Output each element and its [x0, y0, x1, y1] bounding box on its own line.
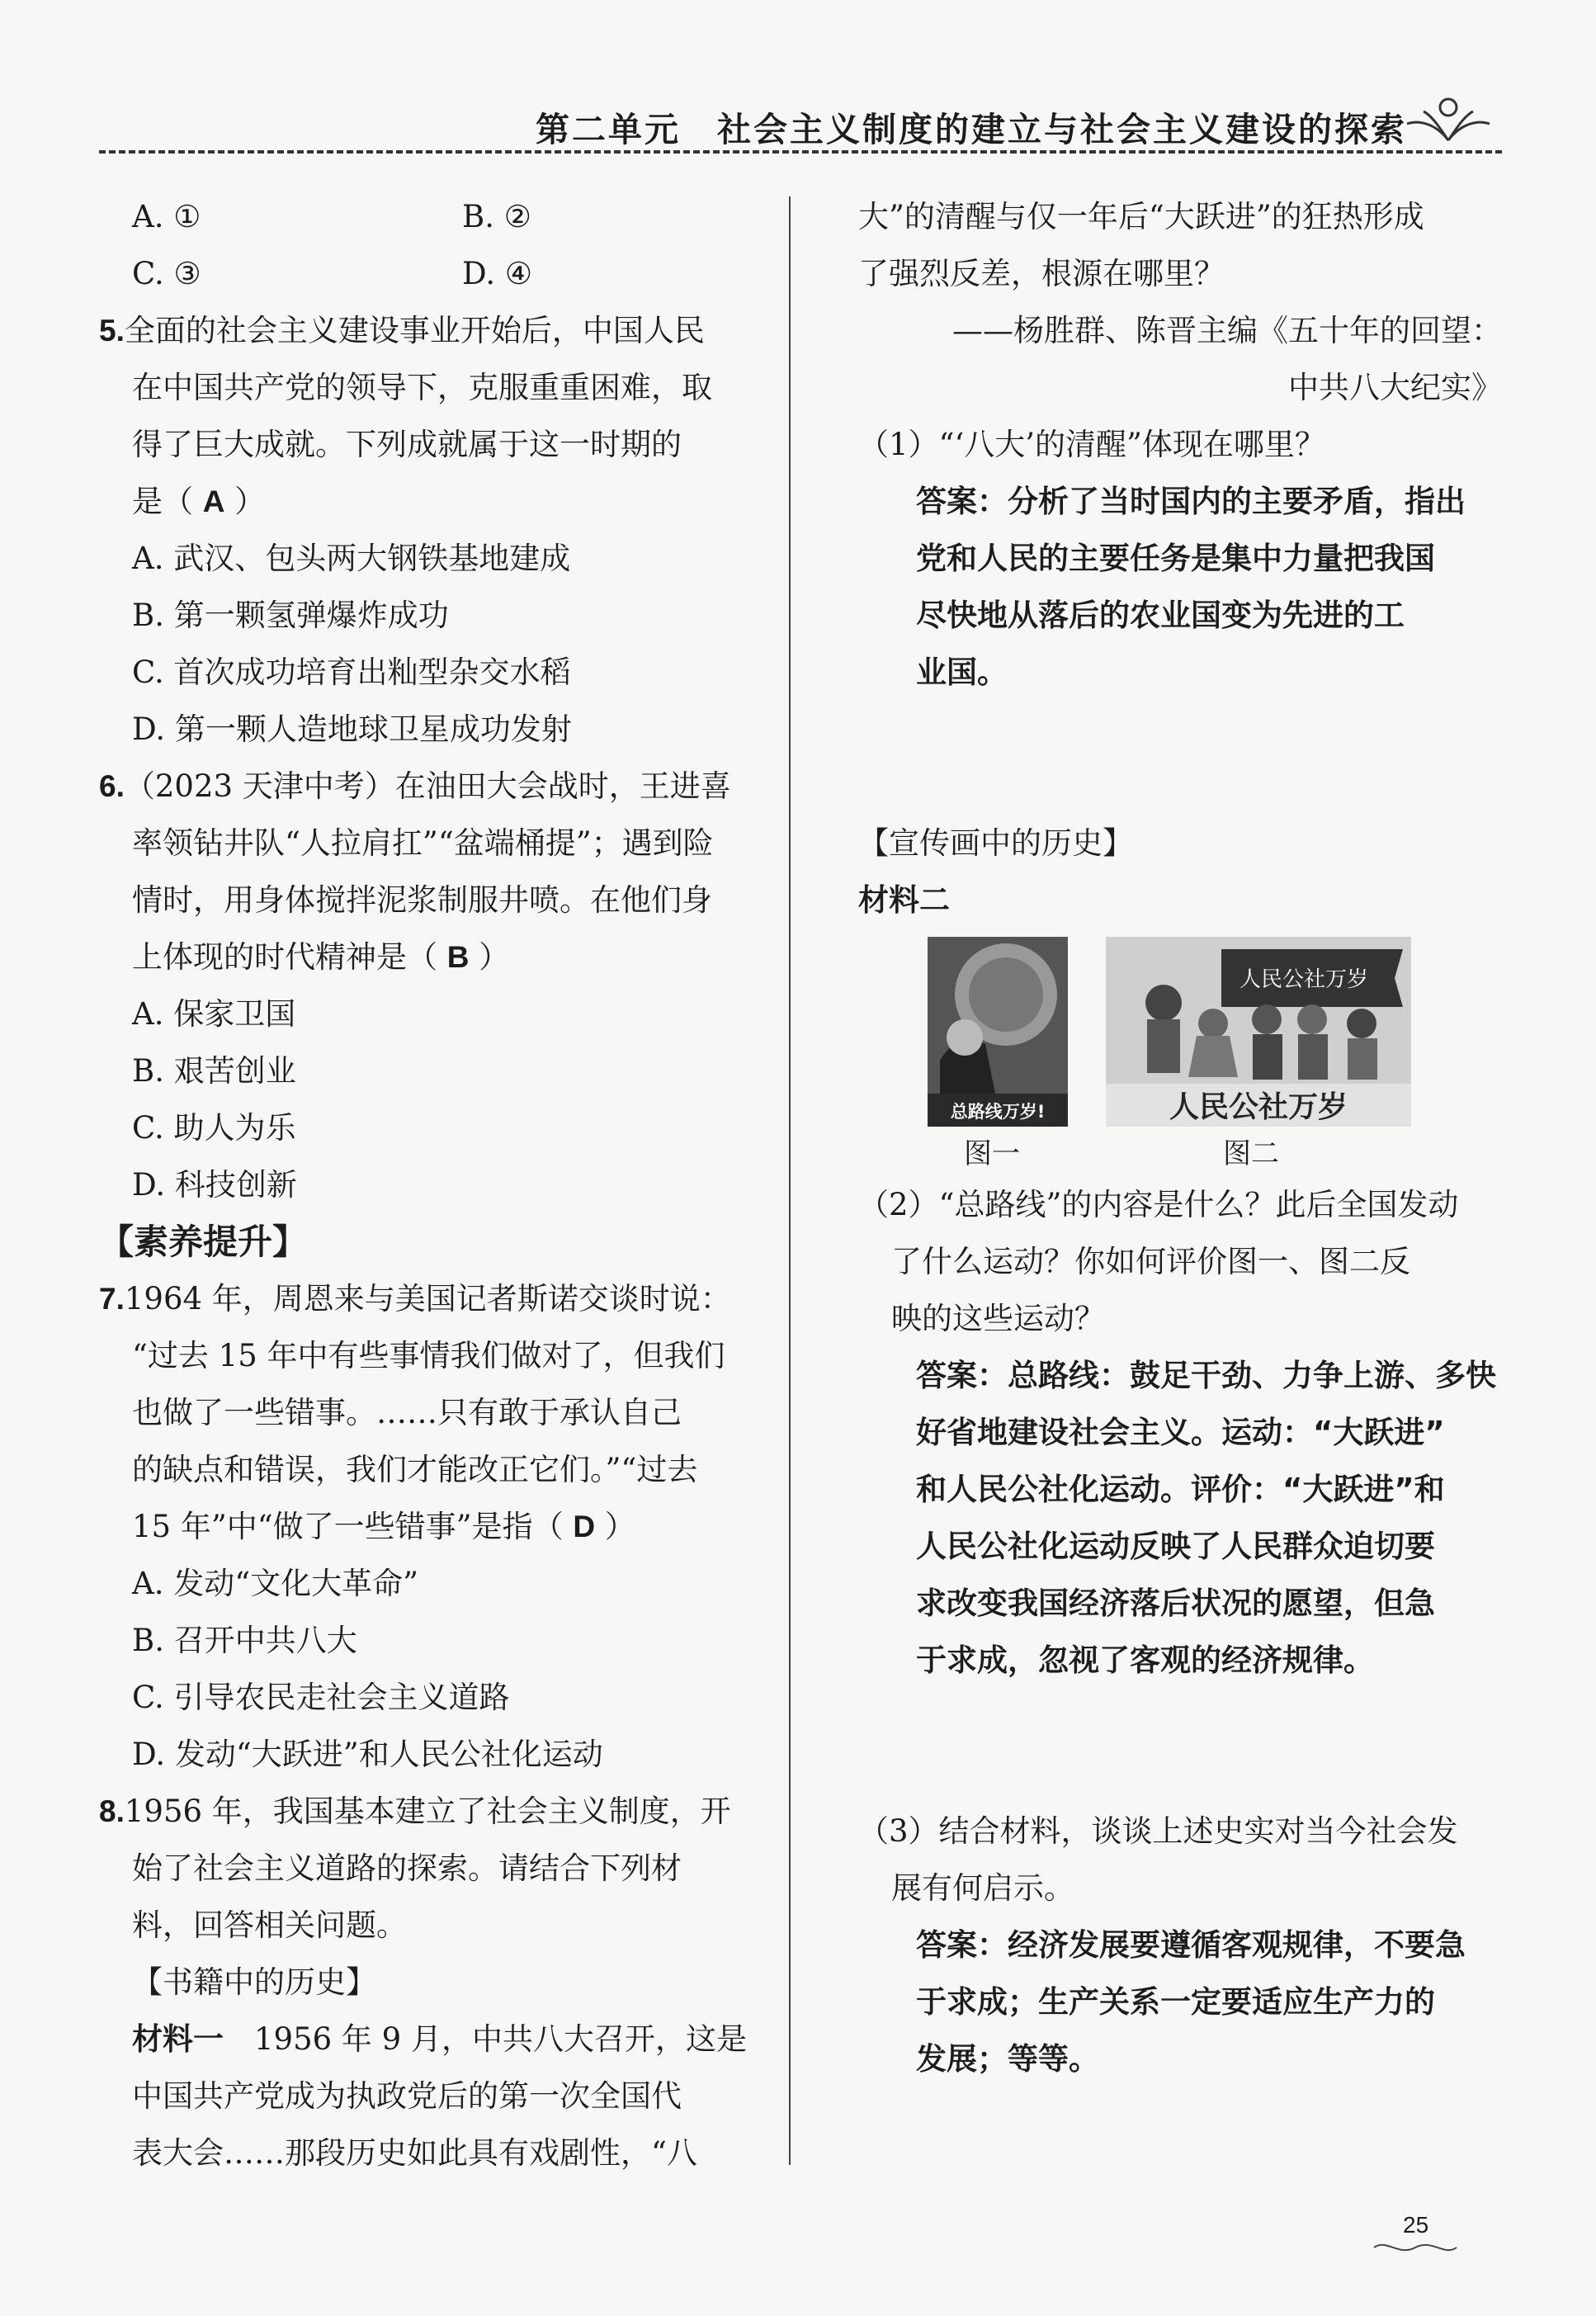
q5-option: B. 第一颗氢弹爆炸成功: [132, 598, 449, 633]
column-divider: [789, 196, 791, 2165]
q6-answer: B: [446, 940, 470, 974]
q5-line-4: [99, 473, 759, 530]
page-header: [99, 91, 1502, 157]
q6-text: （2023 天津中考）在油田大会战时，王进喜: [124, 768, 731, 804]
source-line-2: 中共八大纪实》: [1288, 370, 1502, 405]
q7-line-3: 也做了一些错事。……只有敢于承认自己: [132, 1395, 682, 1430]
q5-option: C. 首次成功培育出籼型杂交水稻: [132, 655, 571, 690]
q6-close: ）: [479, 939, 510, 975]
q6-line-1: [99, 758, 759, 815]
figure-1-caption: 图一: [964, 1137, 1020, 1170]
material1-line-2: 中国共产党成为执政党后的第一次全国代: [132, 2078, 682, 2114]
poster-figure-2: [1106, 937, 1411, 1127]
answer-1-line: 答案：分析了当时国内的主要矛盾，指出: [916, 484, 1466, 519]
q6-number: 6.: [99, 769, 125, 803]
source-line-1: ——杨胜群、陈晋主编《五十年的回望：: [952, 313, 1502, 348]
q7-line-1: [99, 1270, 759, 1327]
q6-option: C. 助人为乐: [132, 1110, 296, 1146]
material1-line-1: [99, 2011, 759, 2068]
q5-option: A. 武汉、包头两大钢铁基地建成: [132, 541, 571, 576]
spacer: [858, 1746, 1502, 1803]
q7-option: D. 发动“大跃进”和人民公社化运动: [132, 1737, 603, 1772]
spacer: [858, 758, 1502, 815]
material1-label: 材料一: [132, 2021, 224, 2057]
answer-3-line: 答案：经济发展要遵循客观规律，不要急: [916, 1927, 1466, 1963]
page-number: [1403, 2212, 1461, 2257]
book-history-heading: 【书籍中的历史】: [132, 1964, 376, 2000]
poster-figures: [858, 929, 1502, 1176]
section-heading: 【素养提升】: [99, 1222, 308, 1262]
question-2-line: 映的这些运动？: [891, 1301, 1105, 1336]
header-divider: [99, 150, 1502, 154]
answer-3-line: 发展；等等。: [916, 2041, 1099, 2077]
q8-number: 8.: [99, 1794, 125, 1828]
q4-options-row-1: [99, 188, 759, 245]
right-column: [858, 188, 1502, 2087]
question-3-line: 展有何启示。: [891, 1870, 1074, 1906]
q7-line-4: 的缺点和错误，我们才能改正它们。”“过去: [132, 1452, 698, 1487]
answer-2-line: 和人民公社化运动。评价：“大跃进”和: [916, 1472, 1445, 1507]
poster-2-text: 人民公社万岁: [1169, 1090, 1348, 1124]
q6-option: B. 艰苦创业: [132, 1053, 296, 1089]
q7-line-5: [99, 1498, 759, 1555]
material2-label: 材料二: [858, 882, 950, 918]
q4-option-c: C. ③: [132, 256, 201, 291]
page-number-text: 25: [1403, 2212, 1429, 2238]
q5-text: 全面的社会主义建设事业开始后，中国人民: [124, 313, 705, 348]
material1-text: 1956 年 9 月，中共八大召开，这是: [224, 2021, 747, 2057]
q6-line-3: 情时，用身体搅拌泥浆制服井喷。在他们身: [132, 882, 712, 918]
q6-line-4: [99, 929, 759, 985]
q7-option: A. 发动“文化大革命”: [132, 1566, 419, 1601]
q6-stem-end: 上体现的时代精神是（: [132, 939, 437, 975]
q4-options-row-2: [99, 245, 759, 302]
answer-1-line: 党和人民的主要任务是集中力量把我国: [916, 541, 1435, 576]
poster-1-text: 总路线万岁!: [950, 1102, 1046, 1122]
header-ornament-icon: [1403, 91, 1494, 153]
q5-line-1: [99, 302, 759, 359]
spacer: [858, 701, 1502, 758]
q8-line-1: [99, 1783, 759, 1840]
q4-option-a: A. ①: [132, 199, 201, 234]
q5-line-2: 在中国共产党的领导下，克服重重困难，取: [132, 370, 712, 405]
answer-2-line: 人民公社化运动反映了人民群众迫切要: [916, 1529, 1435, 1564]
question-3-line: （3）结合材料，谈谈上述史实对当今社会发: [858, 1813, 1458, 1849]
q7-answer: D: [573, 1510, 596, 1543]
q7-number: 7.: [99, 1282, 125, 1316]
left-column: [99, 188, 759, 2181]
answer-2-line: 好省地建设社会主义。运动：“大跃进”: [916, 1415, 1445, 1450]
material1-cont-2: 了强烈反差，根源在哪里？: [858, 256, 1225, 291]
page-ornament-icon: [1370, 2238, 1461, 2257]
q6-option: D. 科技创新: [132, 1167, 297, 1203]
answer-3-line: 于求成；生产关系一定要适应生产力的: [916, 1984, 1435, 2020]
q6-line-2: 率领钻井队“人拉肩扛”“盆端桶提”；遇到险: [132, 825, 714, 861]
poster-figure-1: [928, 937, 1068, 1127]
poster-history-heading: 【宣传画中的历史】: [858, 825, 1133, 861]
question-2-line: （2）“总路线”的内容是什么？此后全国发动: [858, 1187, 1459, 1222]
answer-1-line: 业国。: [916, 655, 1008, 690]
q7-line-2: “过去 15 年中有些事情我们做对了，但我们: [132, 1338, 725, 1373]
spacer: [858, 1689, 1502, 1746]
q7-option: B. 召开中共八大: [132, 1623, 357, 1658]
poster-2-banner: 人民公社万岁: [1239, 967, 1369, 992]
q5-number: 5.: [99, 314, 125, 347]
q4-option-d: D. ④: [462, 256, 533, 291]
q7-close: ）: [604, 1509, 635, 1544]
q4-option-b: B. ②: [462, 199, 531, 234]
q5-option: D. 第一颗人造地球卫星成功发射: [132, 711, 572, 747]
answer-1-line: 尽快地从落后的农业国变为先进的工: [916, 598, 1405, 633]
q5-line-3: 得了巨大成就。下列成就属于这一时期的: [132, 427, 682, 462]
unit-title: 第二单元 社会主义制度的建立与社会主义建设的探索: [536, 110, 1407, 149]
figure-2-caption: 图二: [1223, 1137, 1279, 1170]
q6-option: A. 保家卫国: [132, 996, 296, 1032]
material1-line-3: 表大会……那段历史如此具有戏剧性，“八: [132, 2135, 697, 2171]
answer-2-line: 答案：总路线：鼓足干劲、力争上游、多快: [916, 1358, 1496, 1393]
question-1: （1）“‘八大’的清醒”体现在哪里？: [858, 427, 1325, 462]
q5-answer: A: [202, 484, 225, 518]
answer-2-line: 求改变我国经济落后状况的愿望，但急: [916, 1586, 1435, 1621]
question-2-line: 了什么运动？你如何评价图一、图二反: [891, 1244, 1410, 1279]
q5-close: ）: [234, 484, 266, 519]
q8-line-2: 始了社会主义道路的探索。请结合下列材: [132, 1850, 682, 1886]
material1-cont-1: 大”的清醒与仅一年后“大跃进”的狂热形成: [858, 199, 1424, 234]
q7-stem-end: 15 年”中“做了一些错事”是指（: [132, 1509, 564, 1544]
q7-option: C. 引导农民走社会主义道路: [132, 1680, 510, 1715]
q8-line-3: 料，回答相关问题。: [132, 1907, 407, 1943]
q8-text: 1956 年，我国基本建立了社会主义制度，开: [124, 1794, 731, 1829]
answer-2-line: 于求成，忽视了客观的经济规律。: [916, 1642, 1374, 1678]
q7-text: 1964 年，周恩来与美国记者斯诺交谈时说：: [124, 1281, 731, 1316]
q5-stem-end: 是（: [132, 484, 193, 519]
